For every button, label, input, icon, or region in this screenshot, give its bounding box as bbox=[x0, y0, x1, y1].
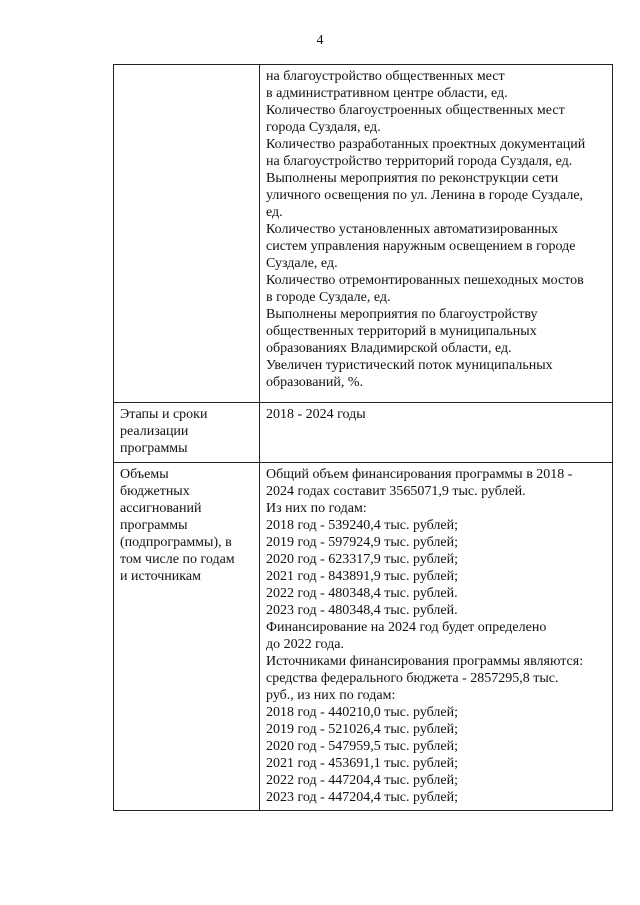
text-line: образованиях Владимирской области, ед. bbox=[266, 341, 512, 356]
text-line: Общий объем финансирования программы в 2018 - bbox=[266, 467, 573, 482]
table-row-funding bbox=[114, 463, 613, 811]
funding-cell bbox=[260, 463, 613, 811]
text-line: Количество благоустроенных общественных мест bbox=[266, 103, 565, 118]
label-line: том числе по годам bbox=[120, 552, 235, 567]
text-line: 2023 год - 480348,4 тыс. рублей. bbox=[266, 603, 458, 618]
text-line: 2022 год - 480348,4 тыс. рублей. bbox=[266, 586, 458, 601]
text-line: ед. bbox=[266, 205, 283, 220]
row-label-cell bbox=[114, 403, 260, 463]
text-line: 2024 годах составит 3565071,9 тыс. рублей. bbox=[266, 484, 526, 499]
text-line: Источниками финансирования программы являются: bbox=[266, 654, 584, 669]
text-line: Суздале, ед. bbox=[266, 256, 338, 271]
text-line: 2018 - 2024 годы bbox=[266, 407, 366, 422]
text-line: города Суздаля, ед. bbox=[266, 120, 381, 135]
table-row-stages bbox=[114, 403, 613, 463]
label-line: Объемы bbox=[120, 467, 169, 482]
text-line: Увеличен туристический поток муниципальных bbox=[266, 358, 553, 373]
text-line: Из них по годам: bbox=[266, 501, 367, 516]
row-label-cell bbox=[114, 65, 260, 403]
text-line: в административном центре области, ед. bbox=[266, 86, 508, 101]
text-line: систем управления наружным освещением в городе bbox=[266, 239, 576, 254]
label-line: реализации bbox=[120, 424, 189, 439]
text-line: 2022 год - 447204,4 тыс. рублей; bbox=[266, 773, 459, 788]
passport-table bbox=[113, 64, 613, 811]
text-line: уличного освещения по ул. Ленина в городе Суздале, bbox=[266, 188, 584, 203]
page-number: 4 bbox=[316, 33, 324, 48]
text-line: Финансирование на 2024 год будет определено bbox=[266, 620, 547, 635]
label-line: бюджетных bbox=[120, 484, 190, 499]
text-line: Количество разработанных проектных документаций bbox=[266, 137, 586, 152]
text-line: 2020 год - 547959,5 тыс. рублей; bbox=[266, 739, 459, 754]
text-line: 2018 год - 440210,0 тыс. рублей; bbox=[266, 705, 459, 720]
text-line: 2023 год - 447204,4 тыс. рублей; bbox=[266, 790, 459, 805]
text-line: Выполнены мероприятия по реконструкции сети bbox=[266, 171, 559, 186]
text-line: 2021 год - 453691,1 тыс. рублей; bbox=[266, 756, 459, 771]
label-line: (подпрограммы), в bbox=[120, 535, 232, 550]
text-line: на благоустройство общественных мест bbox=[266, 69, 505, 84]
text-line: Количество отремонтированных пешеходных мостов bbox=[266, 273, 584, 288]
text-line: 2020 год - 623317,9 тыс. рублей; bbox=[266, 552, 459, 567]
label-line: программы bbox=[120, 518, 188, 533]
text-line: 2018 год - 539240,4 тыс. рублей; bbox=[266, 518, 459, 533]
text-line: 2019 год - 521026,4 тыс. рублей; bbox=[266, 722, 459, 737]
label-line: и источникам bbox=[120, 569, 201, 584]
text-line: средства федерального бюджета - 2857295,8 тыс. bbox=[266, 671, 559, 686]
stages-cell bbox=[260, 403, 613, 463]
text-line: в городе Суздале, ед. bbox=[266, 290, 391, 305]
text-line: 2019 год - 597924,9 тыс. рублей; bbox=[266, 535, 459, 550]
row-label-cell bbox=[114, 463, 260, 811]
text-line: руб., из них по годам: bbox=[266, 688, 396, 703]
text-line: общественных территорий в муниципальных bbox=[266, 324, 537, 339]
label-line: Этапы и сроки bbox=[120, 407, 208, 422]
text-line: до 2022 года. bbox=[266, 637, 344, 652]
table-row-indicators bbox=[114, 65, 613, 403]
label-line: программы bbox=[120, 441, 188, 456]
indicators-cell bbox=[260, 65, 613, 403]
text-line: на благоустройство территорий города Суздаля, ед. bbox=[266, 154, 573, 169]
label-line: ассигнований bbox=[120, 501, 202, 516]
text-line: Количество установленных автоматизированных bbox=[266, 222, 559, 237]
text-line: Выполнены мероприятия по благоустройству bbox=[266, 307, 538, 322]
text-line: образований, %. bbox=[266, 375, 364, 390]
text-line: 2021 год - 843891,9 тыс. рублей; bbox=[266, 569, 459, 584]
